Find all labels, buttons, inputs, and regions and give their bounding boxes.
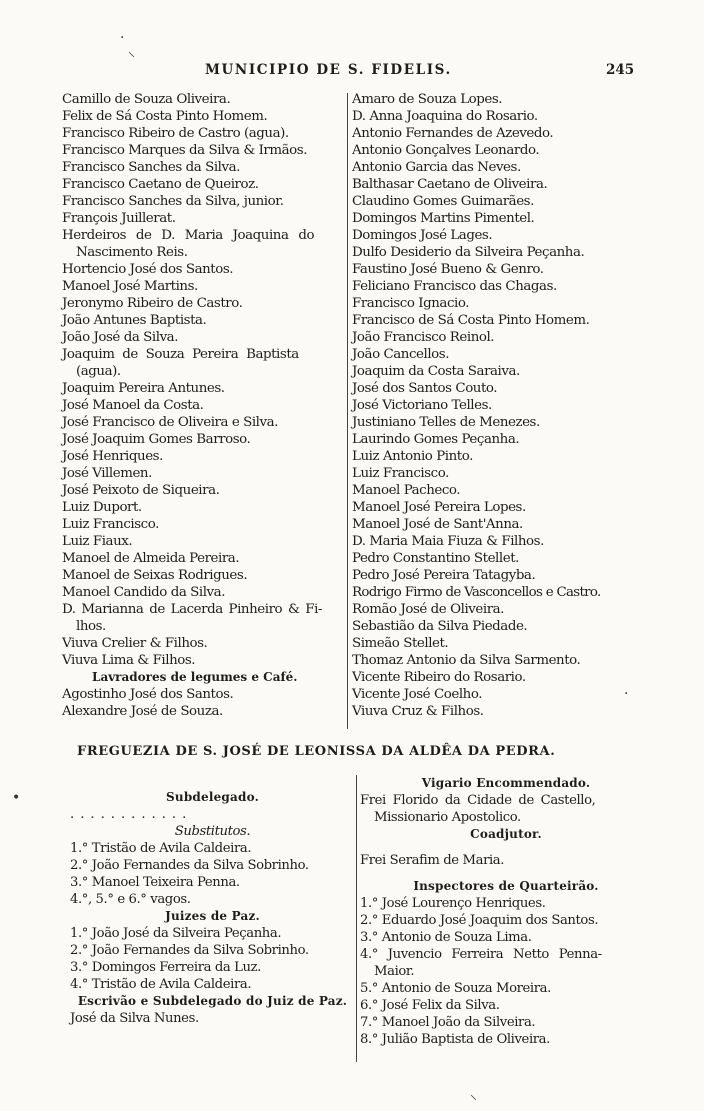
list-item: Manoel Candido da Silva.: [62, 585, 225, 600]
list-item: Manoel Pacheco.: [352, 483, 461, 498]
list-item: François Juillerat.: [62, 211, 176, 226]
ink-speck: ·: [624, 686, 629, 702]
list-item: Felix de Sá Costa Pinto Homem.: [62, 109, 268, 124]
list-item: Luiz Fiaux.: [62, 534, 133, 549]
list-item: Vicente Ribeiro do Rosario.: [352, 670, 526, 685]
list-item: Luiz Francisco.: [352, 466, 449, 481]
list-item-continuation: Maior.: [374, 964, 415, 979]
list-item: Luiz Antonio Pinto.: [352, 449, 473, 464]
page-title: MUNICIPIO DE S. FIDELIS.: [205, 62, 452, 78]
list-item: 7.° Manoel João da Silveira.: [360, 1015, 536, 1030]
bottom-right-column: [360, 775, 652, 1048]
list-item: José Henriques.: [62, 449, 163, 464]
column-divider: [356, 775, 357, 1062]
list-item-continuation: Missionario Apostolico.: [374, 810, 521, 825]
list-item-continuation: lhos.: [76, 619, 106, 634]
juizes-heading: Juizes de Paz.: [165, 909, 260, 923]
list-item: João Francisco Reinol.: [352, 330, 495, 345]
list-item: 4.°, 5.° e 6.° vagos.: [70, 892, 191, 907]
list-item: Hortencio José dos Santos.: [62, 262, 234, 277]
list-item: 4.° Tristão de Avila Caldeira.: [70, 977, 252, 992]
list-item-continuation: Nascimento Reis.: [76, 245, 188, 260]
list-item: Sebastião da Silva Piedade.: [352, 619, 528, 634]
list-item: 2.° João Fernandes da Silva Sobrinho.: [70, 943, 309, 958]
inspectores-heading: Inspectores de Quarteirão.: [413, 879, 599, 893]
list-item: Francisco de Sá Costa Pinto Homem.: [352, 313, 590, 328]
column-divider: [347, 93, 348, 729]
list-item: 1.° João José da Silveira Peçanha.: [70, 926, 282, 941]
list-item: Viuva Lima & Filhos.: [62, 653, 196, 668]
list-item: José Joaquim Gomes Barroso.: [62, 432, 251, 447]
list-item: Francisco Ribeiro de Castro (agua).: [62, 126, 289, 141]
list-item: Faustino José Bueno & Genro.: [352, 262, 544, 277]
list-item: Antonio Fernandes de Azevedo.: [352, 126, 554, 141]
list-item: Herdeiros de D. Maria Joaquina do: [62, 228, 315, 243]
list-item: Balthasar Caetano de Oliveira.: [352, 177, 548, 192]
top-left-column: [62, 91, 344, 720]
subdelegado-heading: Subdelegado.: [166, 790, 259, 804]
list-item: Frei Serafim de Maria.: [360, 853, 505, 868]
list-item: José Peixoto de Siqueira.: [62, 483, 220, 498]
list-item: José dos Santos Couto.: [352, 381, 498, 396]
ink-speck: ⸜: [470, 1087, 477, 1103]
list-item: Luiz Duport.: [62, 500, 142, 515]
list-item: Viuva Crelier & Filhos.: [62, 636, 208, 651]
top-right-column: [352, 91, 647, 720]
list-item: Luiz Francisco.: [62, 517, 159, 532]
list-item: Joaquim de Souza Pereira Baptista: [62, 347, 299, 362]
list-item: João Cancellos.: [352, 347, 450, 362]
list-item: Francisco Sanches da Silva.: [62, 160, 240, 175]
vigario-heading: Vigario Encommendado.: [421, 776, 591, 790]
list-item: 3.° Domingos Ferreira da Luz.: [70, 960, 261, 975]
list-item: Claudino Gomes Guimarães.: [352, 194, 534, 209]
lavradores-heading: Lavradores de legumes e Café.: [92, 670, 298, 684]
list-item: Domingos Martins Pimentel.: [352, 211, 535, 226]
escrivao-heading: Escrivão e Subdelegado do Juiz de Paz.: [77, 994, 348, 1008]
list-item: Domingos José Lages.: [352, 228, 493, 243]
list-item: Justiniano Telles de Menezes.: [352, 415, 540, 430]
list-item: 2.° Eduardo José Joaquim dos Santos.: [360, 913, 599, 928]
list-item: D. Anna Joaquina do Rosario.: [352, 109, 538, 124]
list-item: Joaquim Pereira Antunes.: [62, 381, 225, 396]
list-item: Francisco Ignacio.: [352, 296, 470, 311]
substitutos-heading: Substitutos.: [174, 824, 251, 839]
list-item: José Francisco de Oliveira e Silva.: [62, 415, 278, 430]
list-item: Jeronymo Ribeiro de Castro.: [62, 296, 243, 311]
list-item: Manoel José de Sant'Anna.: [352, 517, 523, 532]
list-item: Frei Florido da Cidade de Castello,: [360, 793, 596, 808]
list-item: José Villemen.: [62, 466, 152, 481]
list-item: Francisco Marques da Silva & Irmãos.: [62, 143, 308, 158]
list-item: Antonio Garcia das Neves.: [352, 160, 521, 175]
ink-speck: •: [12, 790, 21, 806]
list-item: Laurindo Gomes Peçanha.: [352, 432, 520, 447]
list-item: Agostinho José dos Santos.: [62, 687, 234, 702]
list-item: Camillo de Souza Oliveira.: [62, 92, 231, 107]
list-item: Manoel de Almeida Pereira.: [62, 551, 240, 566]
list-item: Manoel de Seixas Rodrigues.: [62, 568, 248, 583]
list-item: Rodrigo Firmo de Vasconcellos e Castro.: [352, 585, 601, 600]
list-item: 6.° José Felix da Silva.: [360, 998, 500, 1013]
list-item: Manoel José Martins.: [62, 279, 198, 294]
list-item-continuation: (agua).: [76, 364, 121, 379]
bottom-left-column: [70, 775, 355, 1027]
list-item: 2.° João Fernandes da Silva Sobrinho.: [70, 858, 309, 873]
list-item: José da Silva Nunes.: [70, 1011, 199, 1026]
list-item: Francisco Caetano de Queiroz.: [62, 177, 259, 192]
list-item: Romão José de Oliveira.: [352, 602, 504, 617]
list-item: 4.° Juvencio Ferreira Netto Penna-: [360, 947, 602, 962]
ink-speck: ⸜: [128, 44, 135, 60]
placeholder-dots: ............: [70, 807, 193, 822]
list-item: Pedro José Pereira Tatagyba.: [352, 568, 536, 583]
list-item: Amaro de Souza Lopes.: [352, 92, 503, 107]
list-item: João Antunes Baptista.: [62, 313, 207, 328]
list-item: Pedro Constantino Stellet.: [352, 551, 519, 566]
list-item: Dulfo Desiderio da Silveira Peçanha.: [352, 245, 585, 260]
list-item: José Manoel da Costa.: [62, 398, 204, 413]
list-item: 1.° José Lourenço Henriques.: [360, 896, 546, 911]
spacer: [360, 843, 652, 852]
list-item: 3.° Antonio de Souza Lima.: [360, 930, 532, 945]
list-item: Francisco Sanches da Silva, junior.: [62, 194, 284, 209]
list-item: Joaquim da Costa Saraiva.: [352, 364, 520, 379]
list-item: Simeão Stellet.: [352, 636, 449, 651]
list-item: 8.° Julião Baptista de Oliveira.: [360, 1032, 550, 1047]
list-item: Alexandre José de Souza.: [62, 704, 223, 719]
page-number: 245: [606, 62, 635, 78]
spacer: [360, 869, 652, 878]
list-item: Manoel José Pereira Lopes.: [352, 500, 526, 515]
section-title: FREGUEZIA DE S. JOSÉ DE LEONISSA DA ALDÊA DA PEDRA.: [77, 744, 556, 759]
list-item: 3.° Manoel Teixeira Penna.: [70, 875, 240, 890]
list-item: D. Marianna de Lacerda Pinheiro & Fi-: [62, 602, 322, 617]
coadjutor-heading: Coadjutor.: [470, 827, 542, 841]
list-item: Antonio Gonçalves Leonardo.: [352, 143, 540, 158]
list-item: D. Maria Maia Fiuza & Filhos.: [352, 534, 544, 549]
list-item: 5.° Antonio de Souza Moreira.: [360, 981, 551, 996]
list-item: Vicente José Coelho.: [352, 687, 483, 702]
ink-speck: ·: [120, 30, 125, 46]
list-item: 1.° Tristão de Avila Caldeira.: [70, 841, 252, 856]
page-header: [0, 62, 704, 84]
list-item: José Victoriano Telles.: [352, 398, 492, 413]
list-item: Feliciano Francisco das Chagas.: [352, 279, 557, 294]
list-item: Viuva Cruz & Filhos.: [352, 704, 484, 719]
list-item: Thomaz Antonio da Silva Sarmento.: [352, 653, 581, 668]
list-item: João José da Silva.: [62, 330, 179, 345]
